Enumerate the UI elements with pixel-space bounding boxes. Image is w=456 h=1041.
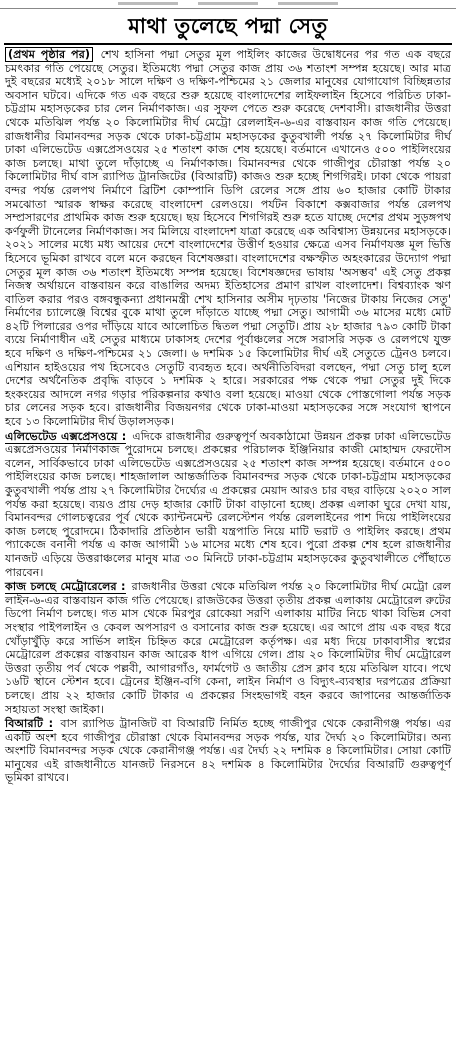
paragraph-1-text: শেখ হাসিনা পদ্মা সেতুর মূল পাইলিং কাজের উদ্বোধনের পর গত এক বছরে চমৎকার গতি পেয়েছে সেতুর। ইতিমধ্যে পদ্মা সেতুর কাজ প্রায় ৩৬ শতাংশ সম্পন্ন হয়েছে। আর মাত্র দুই বছরের মধ্যেই ২০১৮ সালে দক্ষিণ ও দক্ষিণ-পশ্চিমের ২১ জেলার মানুষের যোগাযোগ বিচ্ছিন্নতার অবসান ঘটবে। এদিকে গত এক বছরে শুরু হয়েছে বাংলাদেশের লাইফলাইন হিসেবে পরিচিত ঢাকা-চট্টগ্রাম মহাসড়কের চার লেন নির্মাণকাজ। এর সুফল পেতে শুরু করেছে দেশবাসী। রাজধানীর উত্তরা থেকে মতিঝিল পর্যন্ত ২০ কিলোমিটার দীর্ঘ মেট্রো রেললাইন-৬-এর বাস্তবায়ন কাজ গতি পেয়েছে। রাজধানীর বিমানবন্দর সড়ক থেকে ঢাকা-চট্টগ্রাম মহাসড়কের কুতুবখালী পর্যন্ত ২৭ কিলোমিটার দীর্ঘ ঢাকা এলিভেটেড এক্সপ্রেসওয়ের ২৫ শতাংশ কাজ শেষ হয়েছে। বর্তমানে এখানেও ৫০০ পাইলিংয়ের কাজ চলছে। মাথা তুলে দাঁড়াচ্ছে এ নির্মাণকাজ। বিমানবন্দর থেকে গাজীপুর চৌরাস্তা পর্যন্ত ২০ কিলোমিটার দীর্ঘ বাস র‌্যাপিড ট্রানজিটের (বিআরটি) কাজও শুরু হচ্ছে শিগগিরই। ঢাকা থেকে পায়রা বন্দর পর্যন্ত রেলপথ নির্মাণে ব্রিটিশ কোম্পানি ডিপি রেলের সঙ্গে প্রায় ৬০ হাজার কোটি টাকার সমঝোতা স্মারক স্বাক্ষর করেছে বাংলাদেশ রেলওয়ে। পর্যটন বিকাশে কক্সবাজার পর্যন্ত রেলপথ সম্প্রসারণের প্রাথমিক কাজ শুরু হয়েছে। ছয় হিসেবে শিগগিরই শুরু হতে যাচ্ছে দেশের প্রথম সুড়ঙ্গপথ কর্ণফুলী টানেলের নির্মাণকাজ। সব মিলিয়ে বাংলাদেশ যাত্রা করেছে এক অবিশ্বাস্য উন্নয়নের মহাসড়কে। ২০২১ সালের মধ্যে মধ্য আয়ের দেশে বাংলাদেশের উত্তীর্ণ হওয়ার ক্ষেত্রে এসব নির্মাণযজ্ঞ মূল ভিত্তি হিসেবে ভূমিকা রাখবে বলে মনে করছেন বিশেষজ্ঞরা। বাংলাদেশের বক্ষস্ফীত অহংকারের উদ্যোগ পদ্মা সেতুর মূল কাজ ৩৬ শতাংশ ইতিমধ্যে সম্পন্ন হয়েছে। বিশেষজ্ঞদের ভাষায় 'অসম্ভব' এই সেতু প্রকল্প নিজস্ব অর্থায়নে বাস্তবায়ন করে বাঙালির অদম্য ইতিহাসের প্রমাণ রাখল বাংলাদেশ। বিশ্বব্যাংক ঋণ বাতিল করার পরও বঙ্গবন্ধুকন্যা প্রধানমন্ত্রী শেখ হাসিনার অসীম দৃঢ়তায় 'নিজের টাকায় নিজের সেতু' নির্মাণের চ্যালেঞ্জে বিশ্বের বুকে মাথা তুলে দাঁড়াতে যাচ্ছে পদ্মা সেতু। আগামী ৩৬ মাসের মধ্যে মোট ৪২টি পিলারের ওপর দাঁড়িয়ে যাবে আলোচিত দ্বিতল পদ্মা সেতুটি। প্রায় ২৮ হাজার ৭৯৩ কোটি টাকা ব্যয়ে নির্মাণাধীন এই সেতুর মাধ্যমে ঢাকাসহ দেশের পূর্বাঞ্চলের সঙ্গে সরাসরি সড়ক ও রেলপথে যুক্ত হবে দক্ষিণ ও দক্ষিণ-পশ্চিমের ২১ জেলা। ৬ দশমিক ১৫ কিলোমিটার দীর্ঘ এই সেতুতে ট্রেনও চলবে। এশিয়ান হাইওয়ের পথ হিসেবেও সেতুটি ব্যবহৃত হবে। অর্থনীতিবিদরা বলছেন, পদ্মা সেতু চালু হলে দেশের অর্থনৈতিক প্রবৃদ্ধি বাড়বে ১ দশমিক ২ হারে। সরকারের পক্ষ থেকে পদ্মা সেতুর দুই দিকে হংকংয়ের আদলে নগর গড়ার পরিকল্পনার কথাও বলা হয়েছে। মাওয়া থেকে পোস্তগোলা পর্যন্ত সড়ক চার লেনের সড়ক হবে। রাজধানীর বিজয়নগর থেকে ঢাকা-মাওয়া মহাসড়কের সঙ্গে সংযোগ স্থাপনে হবে ১৩ কিলোমিটার দীর্ঘ উড়ালসড়ক। bbox=[5, 48, 452, 429]
paragraph-1 bbox=[5, 48, 451, 429]
subheading-elevated-expressway: এলিভেটেড এক্সপ্রেসওয়ে : bbox=[5, 429, 127, 443]
continuation-label: (প্রথম পৃষ্ঠার পর) bbox=[5, 47, 93, 62]
cut-off-header-strip bbox=[0, 0, 456, 9]
paragraph-metrorail bbox=[5, 580, 451, 716]
paragraph-brt bbox=[5, 717, 451, 785]
subheading-brt: বিআরটি : bbox=[5, 717, 54, 731]
headline-rule bbox=[4, 43, 452, 45]
paragraph-elevated-expressway bbox=[5, 430, 451, 580]
paragraph-3-text: রাজধানীর উত্তরা থেকে মতিঝিল পর্যন্ত ২০ কিলোমিটার দীর্ঘ মেট্রো রেল লাইন-৬-এর বাস্তবায়ন কাজ গতি পেয়েছে। রাজউকের উত্তরা তৃতীয় প্রকল্প এলাকায় মেট্রোরেল রুটের ডিপো নির্মাণ চলছে। গত মাস থেকে মিরপুর রোকেয়া সরণি এলাকায় মাটির নিচে থাকা বিভিন্ন সেবা সংস্থার পাইপলাইন ও কেবল অপসারণ ও বসানোর কাজ শুরু হয়েছে। এর আগে প্রায় এক বছর ধরে খোঁড়াখুঁড়ি করে সার্ভিস লাইন চিহ্নিত করে মেট্রোরেল কর্তৃপক্ষ। এর মধ্য দিয়ে ঢাকাবাসীর স্বপ্নের মেট্রোরেল প্রকল্পের বাস্তবায়ন কাজ আরেক ধাপ এগিয়ে গেল। প্রায় ২০ কিলোমিটার দীর্ঘ মেট্রোরেল উত্তরা তৃতীয় পর্ব থেকে পল্লবী, আগারগাঁও, ফার্মগেট ও জাতীয় প্রেস ক্লাব হয়ে মতিঝিল যাবে। পথে ১৬টি স্থানে স্টেশন হবে। ট্রেনের ইঞ্জিন-বগি কেনা, লাইন নির্মাণ ও বিদ্যুৎ-ব্যবস্থার দরপত্রের প্রক্রিয়া চলছে। প্রায় ২২ হাজার কোটি টাকার এ প্রকল্পের সিংহভাগই বহন করবে জাপানের আন্তর্জাতিক সহায়তা সংস্থা জাইকা। bbox=[5, 580, 451, 716]
paragraph-4-text: বাস র‌্যাপিড ট্রানজিট বা বিআরটি নির্মিত হচ্ছে গাজীপুর থেকে কেরানীগঞ্জ পর্যন্ত। এর একটি অংশ হবে গাজীপুর চৌরাস্তা থেকে বিমানবন্দর সড়ক পর্যন্ত, যার দৈর্ঘ্য ২০ কিলোমিটার। অন্য অংশটি বিমানবন্দর সড়ক থেকে কেরানীগঞ্জ পর্যন্ত। এর দৈর্ঘ্য ২২ দশমিক ৪ কিলোমিটার। সোয়া কোটি মানুষের এই রাজধানীতে যানজট নিরসনে ৪২ দশমিক ৪ কিলোমিটার দৈর্ঘ্যের বিআরটি গুরুত্বপূর্ণ ভূমিকা রাখবে। bbox=[5, 717, 451, 785]
paragraph-2-text: এদিকে রাজধানীর গুরুত্বপূর্ণ অবকাঠামো উন্নয়ন প্রকল্প ঢাকা এলিভেটেড এক্সপ্রেসওয়ের নির্মাণকাজ পুরোদমে চলছে। প্রকল্পের পরিচালক ইঞ্জিনিয়ার কাজী মোহাম্মদ ফেরদৌস বলেন, সার্বিকভাবে ঢাকা এলিভেটেড এক্সপ্রেসওয়ের ২৫ শতাংশ কাজ সম্পন্ন হয়েছে। বর্তমানে ৫০০ পাইলিংয়ের কাজ চলছে। শাহজালাল আন্তর্জাতিক বিমানবন্দর সড়ক থেকে ঢাকা-চট্টগ্রাম মহাসড়কের কুতুবখালী পর্যন্ত প্রায় ২৭ কিলোমিটার দৈর্ঘ্যের এ প্রকল্পের মেয়াদ আরও চার বছর বাড়িয়ে ২০২০ সাল পর্যন্ত করা হয়েছে। ব্যয়ও প্রায় দেড় হাজার কোটি টাকা বাড়ানো হচ্ছে। প্রকল্প এলাকা ঘুরে দেখা যায়, বিমানবন্দর গোলচত্বরের পূর্ব থেকে ক্যান্টনমেন্ট রেলস্টেশন পর্যন্ত রেললাইনের পাশ দিয়ে পাইলিংয়ের কাজ চলছে পুরোদমে। ঠিকাদারি প্রতিষ্ঠান ভারী যন্ত্রপাতি নিয়ে মাটি ভরাট ও পাইলিং করছে। প্রথম প্যাকেজে বনানী পর্যন্ত এ কাজ আগামী ১৬ মাসের মধ্যে শেষ হবে। পুরো প্রকল্প শেষ হলে রাজধানীর যানজট এড়িয়ে উত্তরাঞ্চলের মানুষ মাত্র ৩০ মিনিটে ঢাকা-চট্টগ্রাম মহাসড়কের কুতুবখালীতে পৌঁছাতে পারবেন। bbox=[5, 429, 451, 579]
article-body bbox=[0, 48, 456, 785]
article-headline: মাথা তুলেছে পদ্মা সেতু bbox=[128, 14, 328, 38]
subheading-metrorail: কাজ চলছে মেট্রোরেলের : bbox=[5, 580, 126, 594]
